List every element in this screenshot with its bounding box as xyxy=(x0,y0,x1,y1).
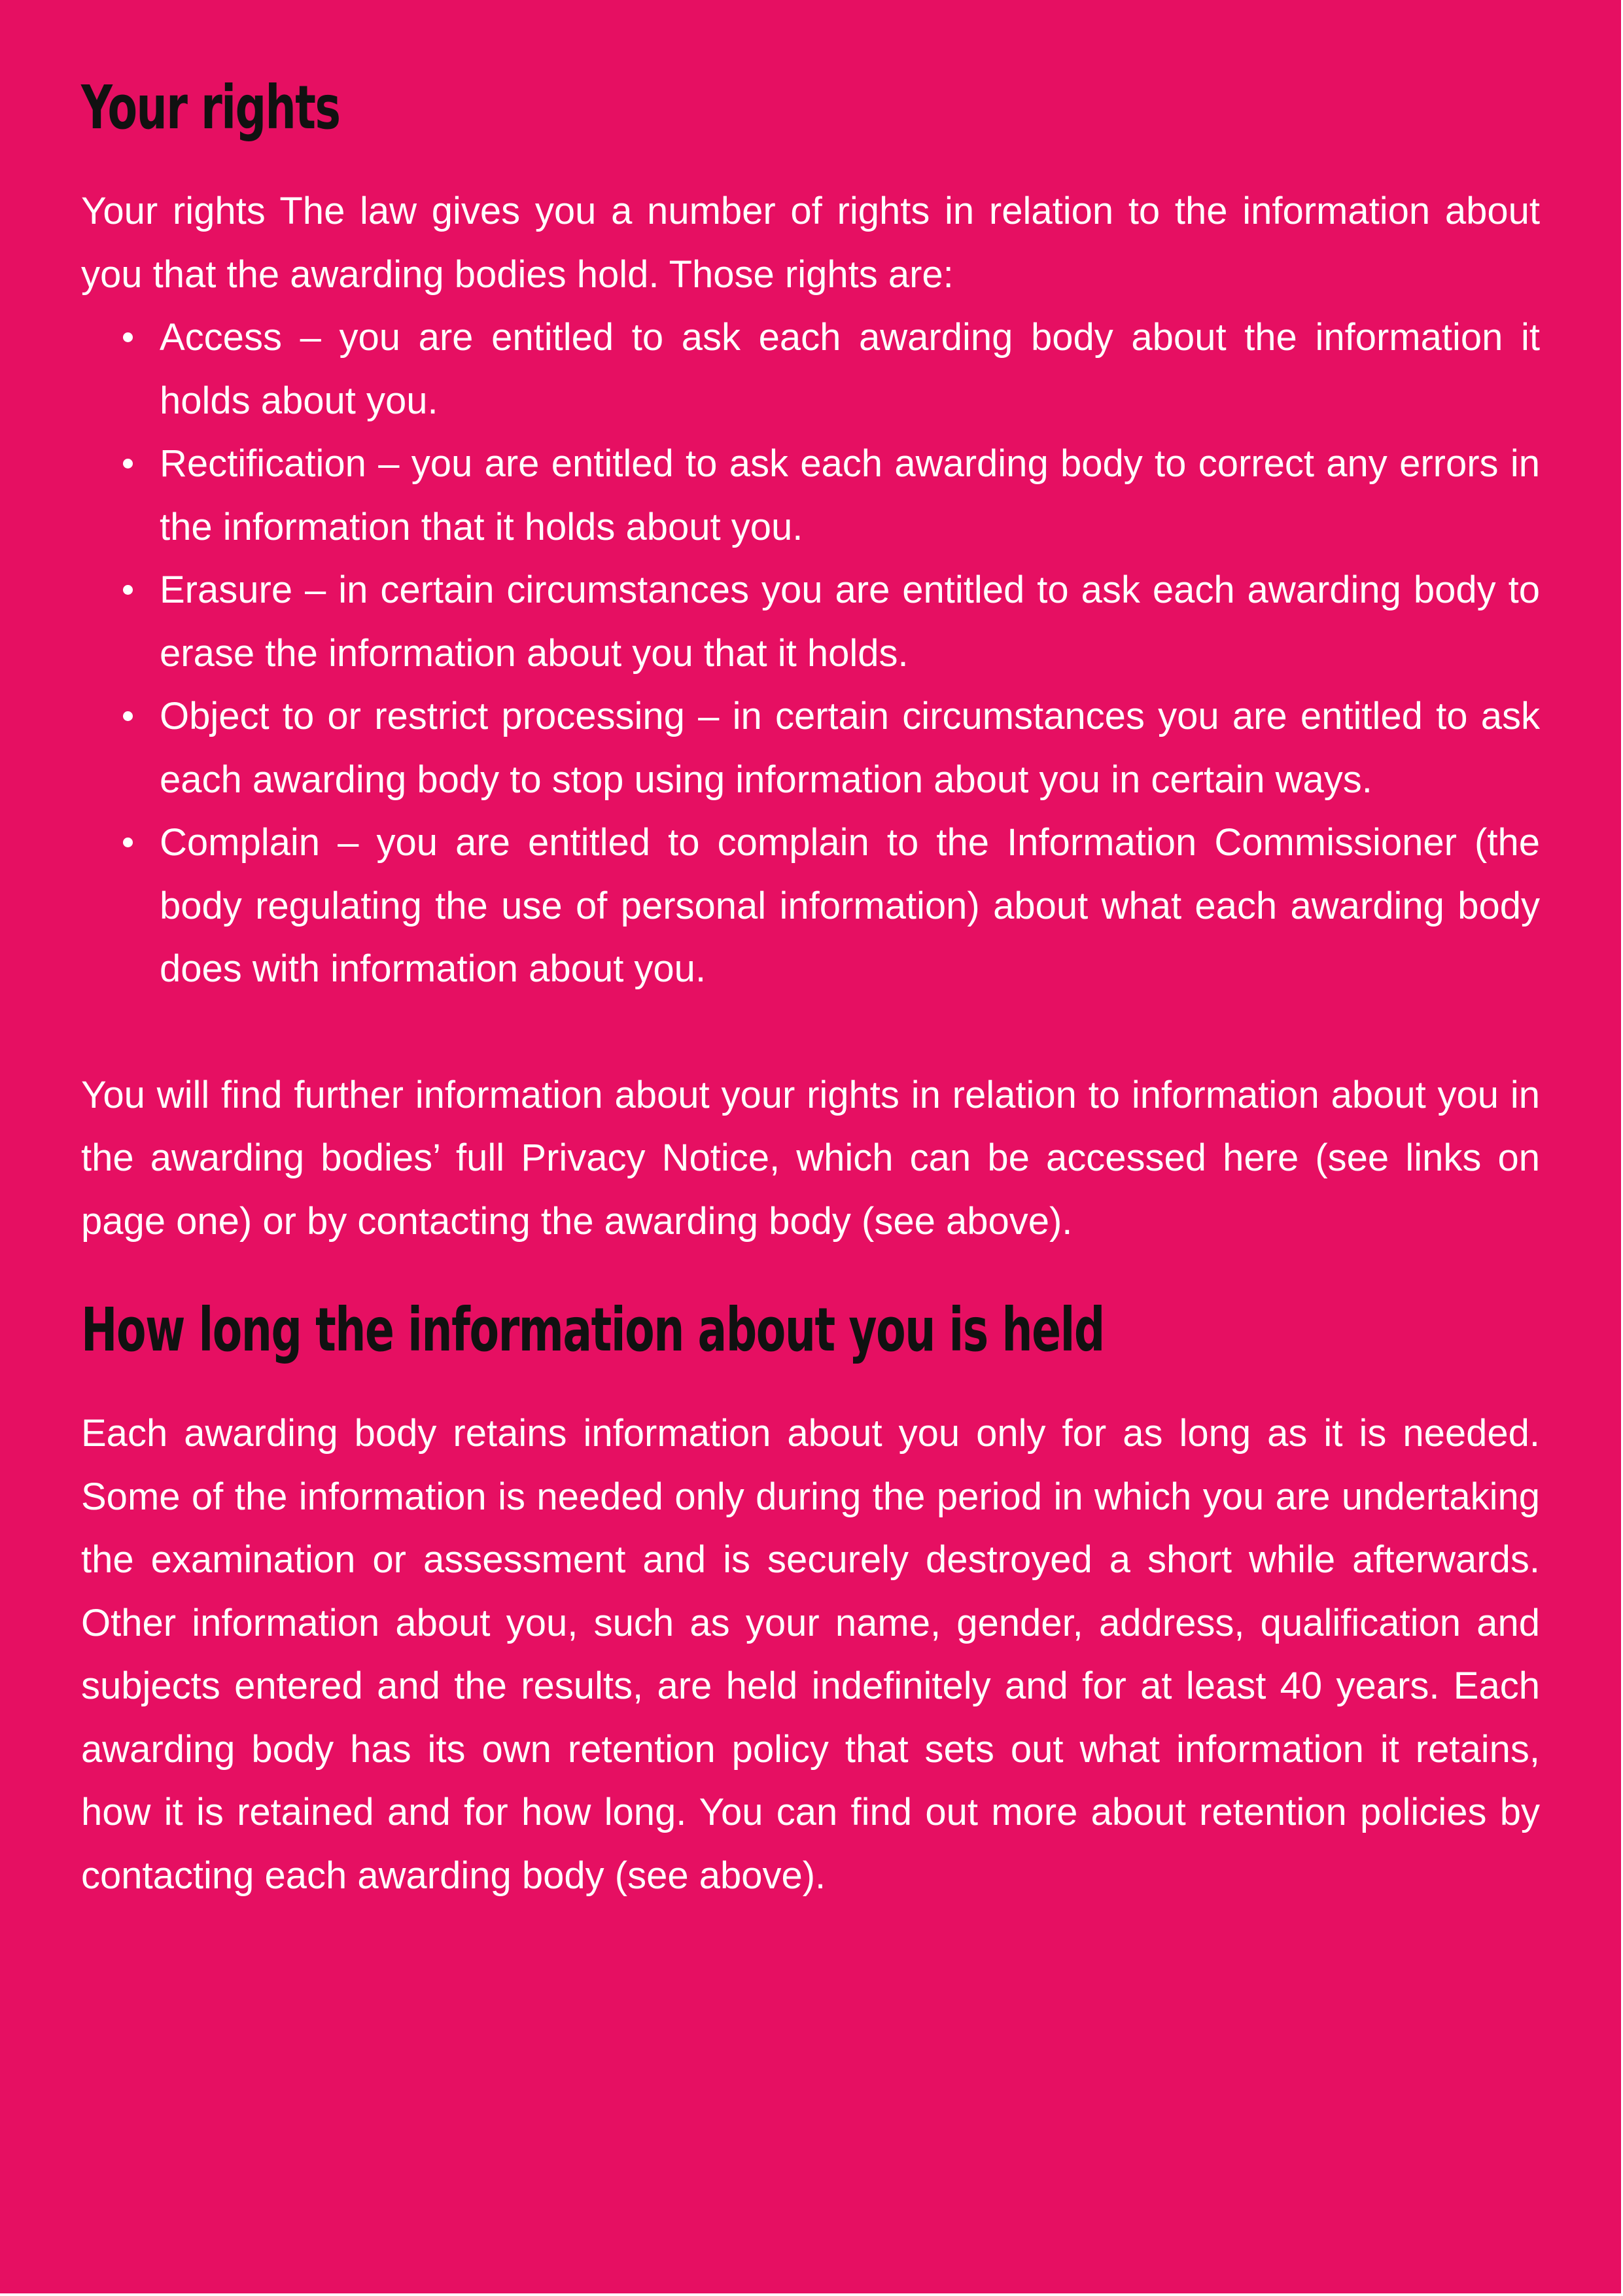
paragraph-spacer xyxy=(81,1001,1540,1064)
list-item-erasure xyxy=(160,559,1540,685)
list-item-text: Rectification – you are entitled to ask each awarding body to correct any errors in the information that it holds about you. xyxy=(160,442,1540,548)
list-item-rectification xyxy=(160,433,1540,559)
bullet-icon xyxy=(123,332,133,342)
list-item-text: Access – you are entitled to ask each awarding body about the information it holds about you. xyxy=(160,316,1540,422)
rights-further-info: You will find further information about your rights in relation to information about you in the awarding bodies’ full Privacy Notice, which can be accessed here (see links on page one) or by contacting the awarding body (see above). xyxy=(81,1073,1540,1243)
rights-intro: Your rights The law gives you a number of rights in relation to the information about you that the awarding bodies hold. Those rights are: xyxy=(81,190,1540,296)
bullet-icon xyxy=(123,838,133,847)
list-item-text: Erasure – in certain circumstances you are entitled to ask each awarding body to erase the information about you that it holds. xyxy=(160,569,1540,675)
document-content xyxy=(81,65,1540,1907)
list-item-text: Complain – you are entitled to complain to the Information Commissioner (the body regulating the use of personal information) about what each awarding body does with information about you. xyxy=(160,821,1540,990)
bullet-icon xyxy=(123,711,133,721)
rights-heading: Your rights xyxy=(81,73,340,143)
list-item-text: Object to or restrict processing – in certain circumstances you are entitled to ask each awarding body to stop using information about you in certain ways. xyxy=(160,695,1540,801)
bullet-icon xyxy=(123,585,133,595)
list-item-complain xyxy=(160,811,1540,1001)
retention-heading: How long the information about you is held xyxy=(81,1295,1104,1365)
list-item-object xyxy=(160,685,1540,811)
bullet-icon xyxy=(123,459,133,468)
list-item-access xyxy=(160,306,1540,433)
retention-body: Each awarding body retains information about you only for as long as it is needed. Some of the information is needed only during the period in which you are undertaking the examination or assessment and is securely destroyed a short while afterwards. Other information about you, such as your name, gender, address, qualification and subjects entered and the results, are held indefinitely and for at least 40 years. Each awarding body has its own retention policy that sets out what information it retains, how it is retained and for how long. You can find out more about retention policies by contacting each awarding body (see above). xyxy=(81,1412,1540,1897)
rights-list xyxy=(81,306,1540,1001)
